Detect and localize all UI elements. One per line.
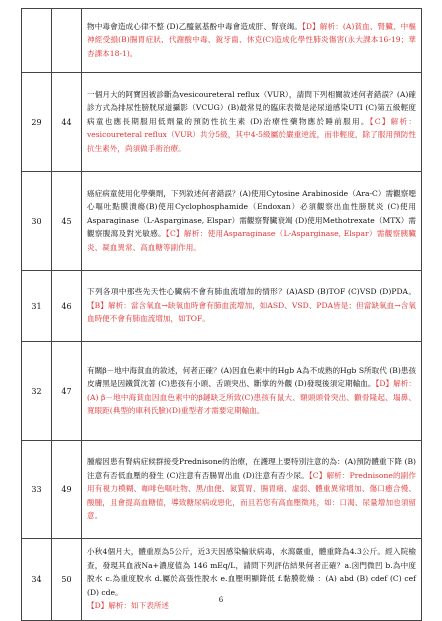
question-text: 下列各項中那些先天性心臟病不會有肺血流增加的情形？(A)ASD (B)TOF (C)VSD (D)PDA。 [87, 287, 416, 297]
sequence-cell: 29 [22, 73, 52, 172]
question-text: 腫瘤因患有腎病症候群接受Prednisone的治療，在護理上要特別注意的為：(A)預防體重下降 (B)注意有否低血壓的發生 (C)注意有否腸胃出血 (D)注意有否少尿。 [87, 457, 416, 480]
sequence-cell: 31 [22, 271, 52, 342]
answer-explanation: 【C】解析：使用Asparaginase（L-Asparginase, Elspar）需觀察胰臟炎、凝血異常、高血糖等副作用。 [87, 229, 416, 252]
answer-explanation: 【D】解析：如下表所述 [87, 601, 170, 611]
question-number-cell [52, 9, 82, 73]
answer-explanation: 【D】解析：(A)貧血、腎臟、中樞神經受損(B)腸胃症狀、代謝酸中毒、銳牙齒、休克(C)造成化學性肺炎傷害(永大課本16-19；華杏課本18-1)。 [87, 21, 416, 58]
question-cell [82, 73, 422, 172]
question-number-cell: 46 [52, 271, 82, 342]
page-number: 6 [218, 596, 224, 604]
table-row [22, 342, 422, 441]
question-number-cell: 49 [52, 441, 82, 539]
sequence-cell: 30 [22, 172, 52, 271]
question-cell [82, 271, 422, 342]
table-row [22, 539, 422, 621]
question-cell [82, 172, 422, 271]
sequence-cell: 32 [22, 342, 52, 441]
question-text: 小秋4個月大，體重原為5公斤，近3天因感染輪狀病毒，水瀉嚴重，體重降為4.3公斤。經入院檢查，發現其血液Na+濃度值為 146 mEq/L，請問下列評估結果何者正確？a.囟門微凹 b.為中度脫水 c.為重度脫水 d.屬於高張性脫水 e.血壓明顯降低 f.黏膜乾燥 ：(A) abd (B) cdef (C) cef (D) cde。 [87, 547, 416, 597]
sequence-cell: 34 [22, 539, 52, 621]
question-cell [82, 441, 422, 539]
question-cell [82, 9, 422, 73]
question-text: 物中毒會造成心律不整 (D)乙醯氨基酚中毒會造成肝、腎衰竭。 [87, 21, 302, 31]
question-text: 有關β－地中海貧血的敘述，何者正確？(A)因血色素中的Hgb A為不成熟的Hgb S所取代 (B)患孩皮膚黑是因鐵質沈著 (C)患孩有小頭、舌頭突出、斷掌的外觀 (D)發現後須定期輸血。 [87, 365, 416, 389]
sequence-cell [22, 9, 52, 73]
question-text: 癌症病童使用化學藥劑，下列敘述何者錯誤？(A)使用Cytosine Arabinoside（Ara-C）需觀察噁心嘔吐點膜潰瘍(B)使用Cyclophosphamide（Endoxan）必須觀察出血性膀胱炎 (C)使用Asparaginase（L-Asparginase, Elspar）需觀察腎臟衰竭 (D)使用Methotrexate（MTX）需觀察腹瀉及對光敏感。 [87, 188, 416, 239]
table-row [22, 271, 422, 342]
answer-explanation: 【D】解析：(A) β－地中海貧血因血色素中的β鏈缺乏所致(C)患孩有鼠大、額頭頭骨突出、顴骨隆起、塌鼻、寬眼距(典型的庫利氏臉)(D)重型者才需要定期輸血。 [87, 379, 416, 415]
question-cell [82, 342, 422, 441]
question-text: 一個月大的阿寶因被診斷為vesicoureteral reflux（VUR），請問下列相關敘述何者錯誤？(A)確診方式為排尿性膀胱尿道攝影（VCUG）(B)最常見的臨床表徵是泌尿道感染UTI (C)第五級輕度病童也應長期服用低劑量的預防性抗生素 (D)治療性藥物應於睡前服用。 [87, 89, 416, 126]
answer-explanation: 【B】解析：當含氧血→缺氧血時會有肺血流增加，如ASD、VSD、PDA皆是；但當缺氧血→含氧血時便不會有肺血流增加，如TOF。 [87, 300, 416, 324]
table-row [22, 73, 422, 172]
table-row [22, 441, 422, 539]
table-row [22, 9, 422, 73]
question-number-cell: 47 [52, 342, 82, 441]
question-number-cell: 50 [52, 539, 82, 621]
question-number-cell: 45 [52, 172, 82, 271]
sequence-cell: 33 [22, 441, 52, 539]
answer-explanation: 【C】解析：Prednisone的副作用有視力模糊、咖啡色嘔吐物、黑/血便、氮質胃、腸胃痛、虛弱、體重異常增加、傷口癒合慢、酸腫，且會提高血糖值，導致糖尿病或惡化，而且若您有高血壓徵兆，如：口渴、尿量增加也須留意。 [87, 470, 416, 521]
answer-explanation: 【C】解析：vesicoureteral reflux（VUR）共分5級，其中4-5級屬於嚴重逆流，而非輕度，除了服用預防性抗生素外，尚須做手術治療。 [87, 116, 416, 153]
table-row [22, 172, 422, 271]
question-cell [82, 539, 422, 621]
question-number-cell: 44 [52, 73, 82, 172]
exam-explanation-table [21, 8, 422, 621]
